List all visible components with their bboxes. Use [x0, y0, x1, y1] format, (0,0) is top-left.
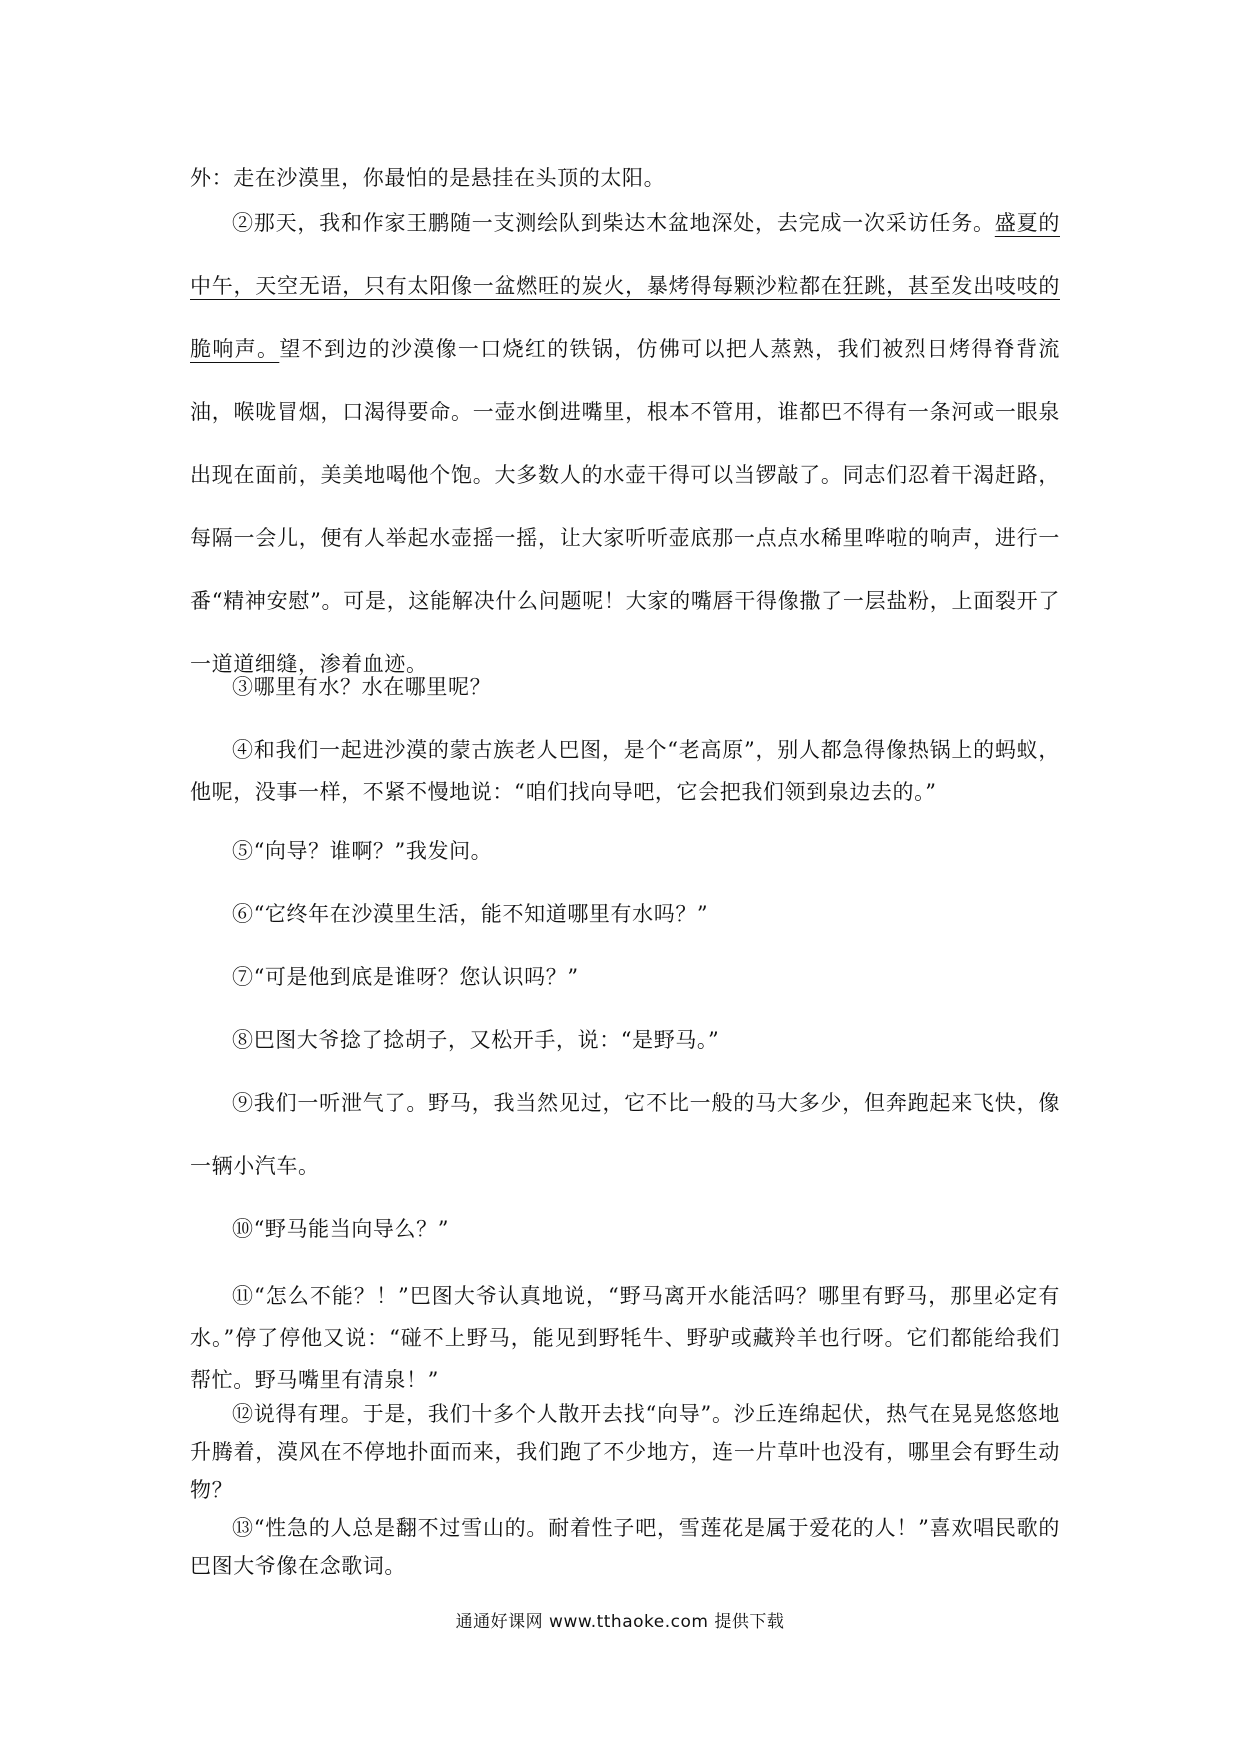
paragraph-text: ⑫说得有理。于是，我们十多个人散开去找“向导”。沙丘连绵起伏，热气在晃晃悠悠地升腾着，漠风在不停地扑面而来，我们跑了不少地方，连一片草叶也没有，哪里会有野生动物？: [190, 1402, 1060, 1502]
paragraph-text: ⑨我们一听泄气了。野马，我当然见过，它不比一般的马大多少，但奔跑起来飞快，像一辆小汽车。: [190, 1091, 1060, 1178]
paragraph-text: 外：走在沙漠里，你最怕的是悬挂在头顶的太阳。: [190, 166, 666, 190]
paragraph-text: ⑩“野马能当向导么？”: [232, 1217, 450, 1241]
paragraph-text: ⑤“向导？谁啊？”我发问。: [232, 839, 493, 863]
paragraph-10: [190, 1198, 1060, 1261]
paragraph-text: ⑧巴图大爷捻了捻胡子，又松开手，说：“是野马。”: [232, 1028, 720, 1052]
paragraph-2: [190, 192, 1060, 696]
paragraph-text: ⑬“性急的人总是翻不过雪山的。耐着性子吧，雪莲花是属于爱花的人！”喜欢唱民歌的巴图大爷像在念歌词。: [190, 1516, 1060, 1578]
paragraph-text: ②那天，我和作家王鹏随一支测绘队到柴达木盆地深处，去完成一次采访任务。: [232, 211, 995, 235]
paragraph-3: [190, 656, 1060, 719]
paragraph-text: ⑥“它终年在沙漠里生活，能不知道哪里有水吗？”: [232, 902, 709, 926]
paragraph-text: ⑪“怎么不能？！”巴图大爷认真地说，“野马离开水能活吗？哪里有野马，那里必定有水。”停了停他又说：“碰不上野马，能见到野牦牛、野驴或藏羚羊也行呀。它们都能给我们帮忙。野马嘴里有清泉！”: [190, 1284, 1060, 1392]
paragraph-7: [190, 946, 1060, 1009]
paragraph-6: [190, 883, 1060, 946]
paragraph-text: ④和我们一起进沙漠的蒙古族老人巴图，是个“老高原”，别人都急得像热锅上的蚂蚁，他呢，没事一样，不紧不慢地说：“咱们找向导吧，它会把我们领到泉边去的。”: [190, 738, 1060, 804]
paragraph-13: [190, 1509, 1060, 1585]
paragraph-text: 望不到边的沙漠像一口烧红的铁锅，仿佛可以把人蒸熟，我们被烈日烤得脊背流油，喉咙冒烟，口渴得要命。一壶水倒进嘴里，根本不管用，谁都巴不得有一条河或一眼泉出现在面前，美美地喝他个饱。大多数人的水壶干得可以当锣敲了。同志们忍着干渴赶路，每隔一会儿，便有人举起水壶摇一摇，让大家听听壶底那一点点水稀里哗啦的响声，进行一番“精神安慰”。可是，这能解决什么问题呢！大家的嘴唇干得像撒了一层盐粉，上面裂开了一道道细缝，渗着血迹。: [190, 337, 1060, 676]
paragraph-5: [190, 820, 1060, 883]
paragraph-text: ⑦“可是他到底是谁呀？您认识吗？”: [232, 965, 579, 989]
paragraph-9: [190, 1072, 1060, 1198]
paragraph-11: [190, 1275, 1060, 1401]
paragraph-8: [190, 1009, 1060, 1072]
underlined-sentence: 盛夏的中午，天空无语，只有太阳像一盆燃旺的炭火，暴烤得每颗沙粒都在狂跳，甚至发出吱吱的脆响声。: [190, 211, 1060, 361]
paragraph-text: ③哪里有水？水在哪里呢？: [232, 675, 492, 699]
paragraph-4: [190, 729, 1060, 813]
paragraph-12: [190, 1395, 1060, 1509]
page-footer: 通通好课网 www.tthaoke.com 提供下载: [455, 1612, 785, 1632]
